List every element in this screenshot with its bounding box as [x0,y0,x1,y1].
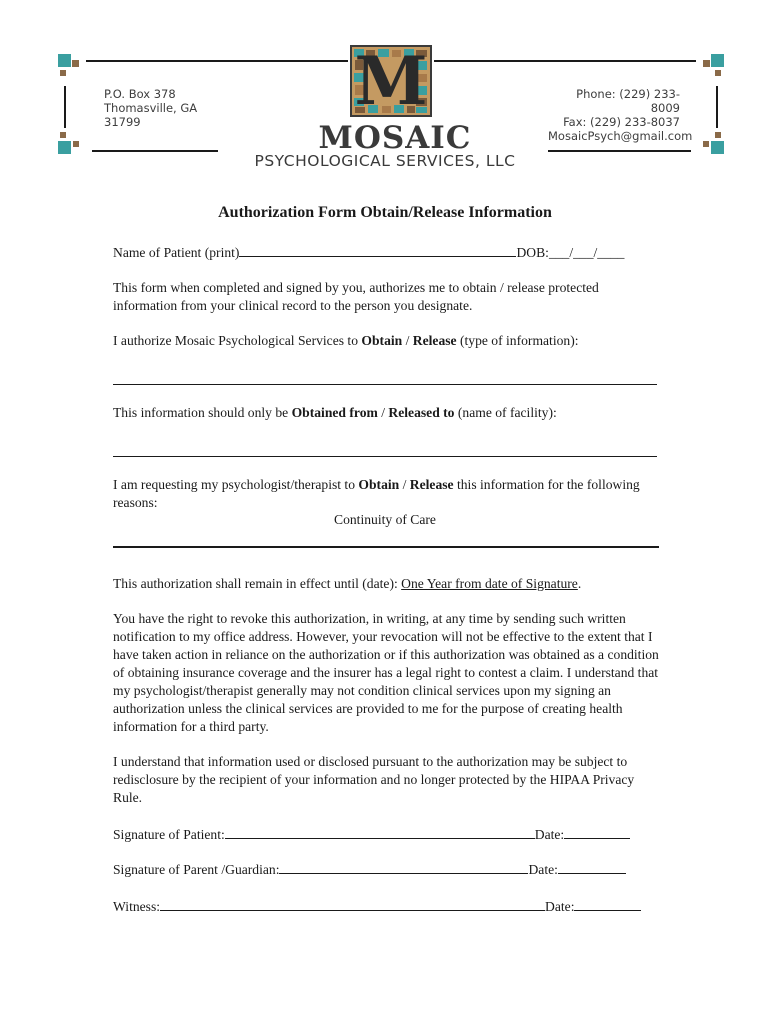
header-bottom-rule-left [92,150,218,152]
patient-date-field[interactable] [564,825,630,839]
obtain-option[interactable]: Obtain [358,477,400,492]
office-address [104,87,197,129]
redisclosure-paragraph: I understand that information used or disclosed pursuant to the authorization may be subject to redisclosure by the recipient of your information and no longer protected by the HIPAA Privacy Rule. [113,754,635,805]
email-line: MosaicPsych@gmail.com [548,129,693,143]
logo-letter: M [354,45,428,117]
intro-paragraph: This form when completed and signed by you, authorizes me to obtain / release protected information from your clinical record to the person you designate. [113,280,599,313]
header-bottom-rule-right [548,150,691,152]
facility-suffix: (name of facility): [454,405,557,420]
reason-prefix: I am requesting my psychologist/therapist to [113,477,359,492]
address-line: P.O. Box 378 [104,87,176,101]
patient-name-field[interactable] [239,243,516,257]
brand-name: MOSAIC [318,120,472,156]
dob-field[interactable]: ___/___/____ [548,245,625,260]
phone-line: Phone: (229) 233-8009 [576,87,680,115]
brand-subtitle: PSYCHOLOGICAL SERVICES, LLC [254,152,516,170]
corner-square-brown [72,60,79,67]
address-line: 31799 [104,115,141,129]
date-label: Date: [528,862,558,877]
reason-field-line [113,546,659,548]
dob-label: DOB: [516,245,549,260]
facility-statement [113,404,663,422]
corner-square-teal [58,141,71,154]
parent-signature-field[interactable] [279,860,528,874]
information-type-field[interactable] [113,384,657,385]
witness-signature-field[interactable] [160,897,545,911]
corner-square-brown [60,132,66,138]
patient-signature-label: Signature of Patient: [113,827,225,842]
corner-square-brown [73,141,79,147]
header-right-rule [716,86,718,128]
mosaic-logo [350,45,432,117]
parent-signature-label: Signature of Parent /Guardian: [113,862,280,877]
patient-name-label: Name of Patient (print) [113,245,240,260]
date-label: Date: [534,827,565,842]
witness-label: Witness: [113,899,161,914]
corner-square-brown [703,60,710,67]
release-option[interactable]: Release [412,333,457,348]
option-separator: / [377,405,389,420]
authorize-prefix: I authorize Mosaic Psychological Services to [113,333,362,348]
effect-date-value[interactable]: One Year from date of Signature [401,576,578,591]
corner-square-brown [715,70,721,76]
form-title: Authorization Form Obtain/Release Information [218,204,552,221]
witness-row [113,897,663,916]
reason-suffix: this information for the following reasons: [113,477,640,510]
patient-signature-row [113,825,663,844]
header-top-rule-right [434,60,696,62]
corner-square-brown [703,141,709,147]
option-separator: / [399,477,410,492]
option-separator: / [402,333,413,348]
effect-statement [113,575,663,593]
corner-square-brown [715,132,721,138]
authorize-statement [113,332,663,350]
patient-name-row [113,243,663,262]
corner-square-teal [58,54,71,67]
authorize-suffix: (type of information): [456,333,579,348]
revoke-paragraph: You have the right to revoke this authorization, in writing, at any time by sending such written notification to my office address. However, your revocation will not be effective to the extent that I have taken action in reliance on the authorization or if this authorization was obtained as a condition of obtaining insurance coverage and the insurer has a legal right to contest a claim. I understand that my psychologist/therapist generally may not condition clinical services upon my signing an authorization unless the clinical services are provided to me for the purpose of creating health information for a third party. [113,611,659,734]
facility-prefix: This information should only be [113,405,292,420]
header-left-rule [64,86,66,128]
reason-statement [113,476,663,512]
obtain-option[interactable]: Obtain [361,333,403,348]
header-top-rule-left [86,60,348,62]
released-to-option[interactable]: Released to [388,405,455,420]
corner-square-teal [711,141,724,154]
effect-end: . [577,576,582,591]
reason-value[interactable]: Continuity of Care [334,512,436,527]
parent-signature-row [113,860,663,879]
corner-square-teal [711,54,724,67]
patient-signature-field[interactable] [225,825,535,839]
witness-date-field[interactable] [574,897,641,911]
fax-line: Fax: (229) 233-8037 [563,115,680,129]
office-contact [548,87,693,143]
address-line: Thomasville, GA [104,101,198,115]
facility-name-field[interactable] [113,456,657,457]
date-label: Date: [545,899,575,914]
corner-square-brown [60,70,66,76]
obtained-from-option[interactable]: Obtained from [291,405,378,420]
release-option[interactable]: Release [409,477,454,492]
parent-date-field[interactable] [558,860,626,874]
effect-prefix: This authorization shall remain in effect until (date): [113,576,402,591]
